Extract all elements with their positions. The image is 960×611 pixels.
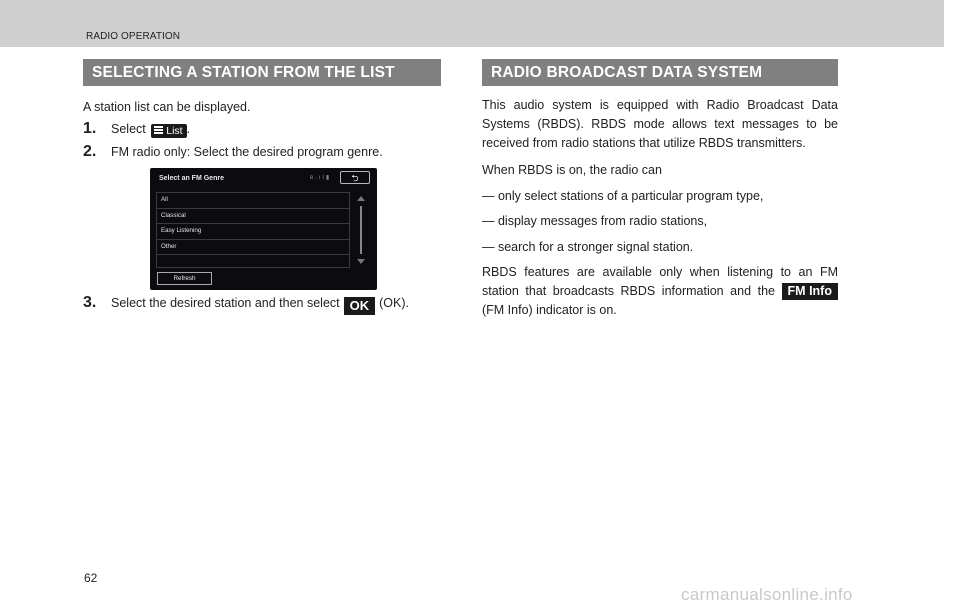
step-3-end: (OK).	[379, 296, 409, 310]
fm-genre-screen	[150, 168, 377, 290]
genre-item-all[interactable]: All	[157, 193, 349, 209]
rbds-bullet-1: — only select stations of a particular program type,	[482, 189, 764, 203]
scroll-track[interactable]	[360, 206, 362, 254]
step-2	[83, 143, 441, 161]
rbds-intro: This audio system is equipped with Radio Broadcast Data Systems (RBDS). RBDS mode allows text messages to be received from radio stations that utilize RBDS transmitters.	[482, 98, 838, 150]
intro-text: A station list can be displayed.	[83, 100, 251, 114]
scroll-down-icon[interactable]	[357, 259, 365, 264]
status-icons: ʙ.ıl▮	[310, 175, 332, 181]
scrollbar[interactable]	[355, 192, 367, 268]
back-arrow-icon: ⮌	[351, 173, 359, 183]
genre-item-other[interactable]: Other	[157, 240, 349, 256]
rbds-bullet-3: — search for a stronger signal station.	[482, 240, 694, 254]
rbds-features-end: (FM Info) indicator is on.	[482, 303, 617, 317]
rbds-bullet-2: — display messages from radio stations,	[482, 214, 708, 228]
list-button-label: List	[166, 125, 183, 137]
step-3-text: Select the desired station and then select	[111, 296, 340, 310]
step-1-end: .	[186, 122, 191, 136]
scroll-up-icon[interactable]	[357, 196, 365, 201]
page-number: 62	[84, 571, 98, 585]
rbds-when-on: When RBDS is on, the radio can	[482, 163, 662, 177]
rbds-features-text: RBDS features are available only when listening to an FM station that broadcasts RBDS information and the	[482, 265, 838, 298]
step-2-number: 2.	[83, 143, 97, 160]
step-3	[83, 294, 441, 315]
screen-title: Select an FM Genre	[159, 175, 224, 182]
step-1-number: 1.	[83, 120, 97, 137]
genre-item-classical[interactable]: Classical	[157, 209, 349, 225]
back-button[interactable]	[340, 171, 370, 184]
refresh-button[interactable]: Refresh	[157, 272, 212, 285]
ok-button[interactable]: OK	[344, 297, 376, 315]
rbds-features	[482, 263, 838, 320]
list-icon	[154, 126, 163, 134]
list-button[interactable]	[151, 124, 186, 138]
genre-list	[156, 192, 350, 268]
step-1	[83, 120, 441, 138]
watermark: carmanualsonline.info	[681, 585, 853, 604]
step-2-text: FM radio only: Select the desired program genre.	[111, 145, 383, 159]
fm-info-button[interactable]: FM Info	[782, 283, 838, 300]
section-title: RADIO OPERATION	[86, 31, 181, 42]
genre-item-easy-listening[interactable]: Easy Listening	[157, 224, 349, 240]
top-bar	[0, 0, 944, 47]
step-1-text: Select	[111, 122, 146, 136]
genre-item-empty	[157, 255, 349, 270]
left-section-heading: SELECTING A STATION FROM THE LIST	[83, 59, 441, 86]
right-section-heading: RADIO BROADCAST DATA SYSTEM	[482, 59, 838, 86]
step-3-number: 3.	[83, 294, 97, 311]
